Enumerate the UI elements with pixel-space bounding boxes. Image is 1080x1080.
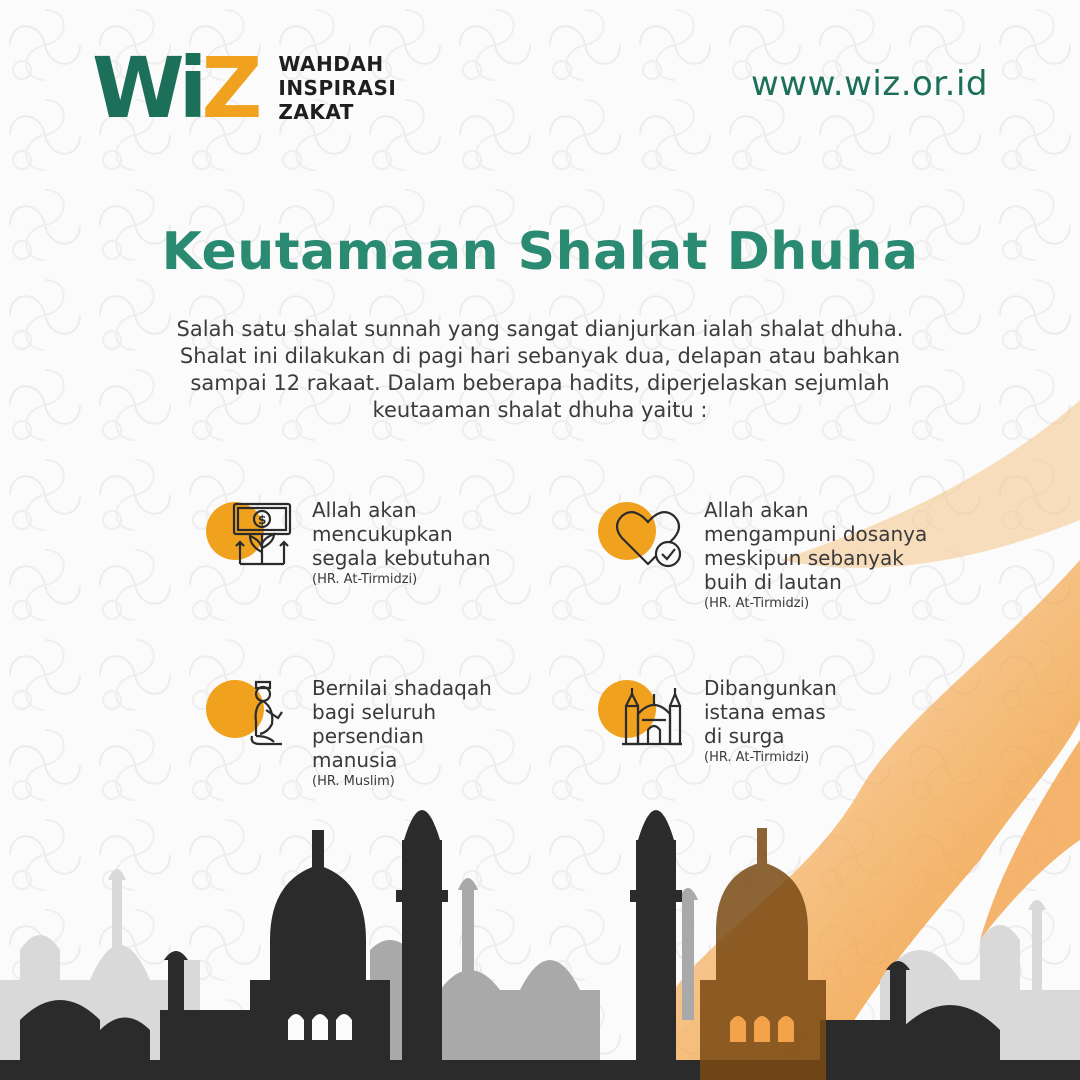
logo-letter-w: W: [92, 39, 179, 137]
feature-source: (HR. Muslim): [312, 774, 395, 789]
feature-item: [598, 676, 837, 765]
feature-source: (HR. At-Tirmidzi): [312, 572, 418, 587]
feature-item: [206, 498, 491, 587]
feature-item: [206, 676, 492, 789]
money-growth-icon: [206, 498, 294, 578]
wiz-logo: [92, 39, 397, 137]
logo-mark: [92, 39, 257, 137]
heart-check-icon: [598, 498, 686, 578]
logo-line-1: WAHDAH: [278, 52, 384, 76]
logo-letter-z: Z: [201, 39, 257, 137]
logo-line-2: INSPIRASI: [278, 76, 397, 100]
svg-text:$: $: [258, 513, 267, 527]
palace-icon: [598, 676, 686, 756]
logo-line-3: ZAKAT: [278, 100, 354, 124]
intro-paragraph: Salah satu shalat sunnah yang sangat dianjurkan ialah shalat dhuha. Shalat ini dilakukan di pagi hari sebanyak dua, delapan atau bahkan sampai 12 rakaat. Dalam beberapa hadits, diperjelaskan sejumlah keutaaman shalat dhuha yaitu :: [176, 317, 904, 422]
page-title: Keutamaan Shalat Dhuha: [161, 222, 919, 282]
feature-text: Allah akan mengampuni dosanya meskipun sebanyak buih di lautan: [704, 498, 928, 594]
logo-wordmark: [278, 52, 396, 124]
praying-man-icon: [206, 676, 294, 756]
feature-source: (HR. At-Tirmidzi): [704, 750, 810, 765]
website-url: www.wiz.or.id: [750, 64, 988, 104]
logo-letter-i: i: [178, 39, 202, 137]
feature-item: [598, 498, 927, 611]
feature-source: (HR. At-Tirmidzi): [704, 596, 810, 611]
feature-text: Allah akan mencukupkan segala kebutuhan: [312, 498, 491, 570]
feature-text: Bernilai shadaqah bagi seluruh persendian manusia: [312, 676, 492, 772]
feature-text: Dibangunkan istana emas di surga: [704, 676, 837, 748]
